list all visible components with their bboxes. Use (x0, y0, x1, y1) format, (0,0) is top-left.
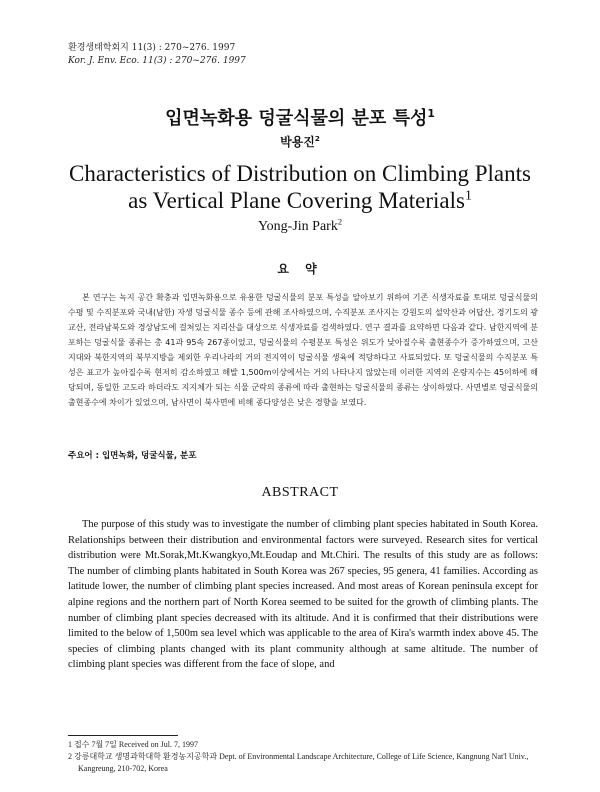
journal-citation-ko: 환경생태학회지 11(3) : 270~276. 1997 (68, 43, 236, 53)
footnotes (68, 739, 548, 775)
summary-heading: 요 약 (277, 262, 323, 276)
keywords: 주요어 : 입면녹화, 덩굴식물, 분포 (68, 451, 197, 461)
author-korean (0, 133, 600, 150)
title-english-line2: as Vertical Plane Covering Materials (128, 188, 465, 213)
abstract-text: The purpose of this study was to investigate the number of climbing plant species habitated in South Korea. Relationships between their distribution and environmental factors were surveyed. Research sites for vertical distribution were Mt.Sorak,Mt.Kwangkyo,Mt.Eoudap and Mt.Chiri. The results of this study are as follows: The number of climbing plants habitated in South Korea was 267 species, 95 genera, 41 families. According as latitude lower, the number of climbing plant species increased. And most areas of Korean peninsula except for alpine regions and the northern part of North Korea seemed to be suited for the growth of climbing plants. The number of climbing plant species decreased with its altitude. And it is confirmed that their distributions were limited to the below of 1,500m sea level which was applicable to the area of Kira's warmth index above 45. The species of climbing plants changed with its plant community although at same altitude. The number of climbing plant species was different from the face of slope, and (68, 519, 538, 671)
journal-citation (68, 42, 246, 68)
summary-text: 본 연구는 녹지 공간 확충과 입면녹화용으로 유용한 덩굴식물의 분포 특성을 알아보기 위하여 기존 식생자료를 토대로 덩굴식물의 수평 및 수직분포와 국내(남한) 자생 덩굴식물 종수 등에 관해 조사하였으며, 수직분포 조사지는 강원도의 설악산과 어답산, 경기도의 광교산, 전라남북도와 경상남도에 걸쳐있는 지리산을 대상으로 식생자료를 검색하였다. 연구 결과를 요약하면 다음과 같다. 남한지역에 분포하는 덩굴식물 종류는 총 41과 95속 267종이었고, 덩굴식물의 수평분포 특성은 위도가 낮아질수록 출현종수가 증가하였으며, 고산지대와 북한지역의 북부지방을 제외한 우리나라의 거의 전지역이 덩굴식물 생육에 적당하다고 사료되었다. 또 덩굴식물의 수직분포 특성은 표고가 높아질수록 현저히 감소하였고 해발 1,500m이상에서는 거의 나타나지 않았는데 이러한 지역의 온량지수는 45이하에 해당되며, 동일한 고도라 하더라도 지지체가 되는 식물 군락의 종류에 따라 출현하는 덩굴식물의 종류는 상이하였다. 사면별로 덩굴식물의 출현종수에 차이가 있었으며, 남사면이 북사면에 비해 종다양성은 낮은 경향을 보였다. (68, 293, 538, 407)
title-english-footnote-mark: 1 (464, 187, 472, 203)
title-korean-footnote-mark: 1 (427, 107, 435, 120)
author-english-name: Yong-Jin Park (257, 219, 338, 234)
author-korean-footnote-mark: 2 (314, 134, 320, 143)
title-english-line1: Characteristics of Distribution on Climbing Plants (69, 161, 531, 186)
footnote-affiliation: 2 강릉대학교 생명과학대학 환경농지공학과 Dept. of Environmental Landscape Architecture, College of Life Science, Kangnung Nat'l Univ., Kangreung, 210-702, Korea (68, 752, 529, 773)
author-english (0, 219, 600, 235)
author-korean-name: 박용진 (280, 135, 315, 149)
journal-citation-en: Kor. J. Env. Eco. 11(3) : 270~276. 1997 (68, 56, 246, 66)
footnote-received: 1 접수 7월 7일 Received on Jul. 7, 1997 (68, 740, 199, 749)
title-english (0, 160, 600, 214)
title-korean (0, 104, 600, 130)
author-english-footnote-mark: 2 (337, 217, 343, 227)
footnote-divider (68, 735, 178, 736)
title-korean-text: 입면녹화용 덩굴식물의 분포 특성 (165, 108, 428, 129)
abstract-heading: ABSTRACT (261, 485, 339, 500)
